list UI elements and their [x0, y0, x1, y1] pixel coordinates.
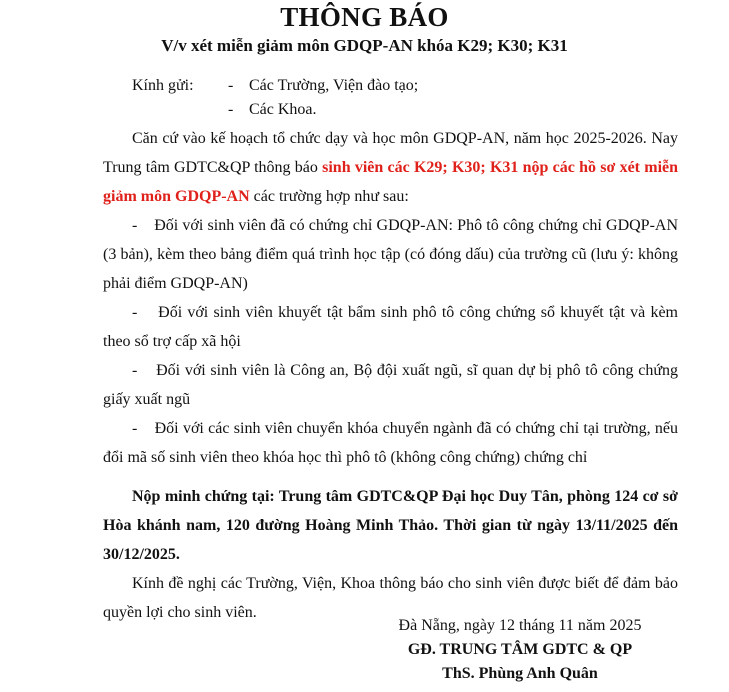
recipients-label: Kính gửi: — [132, 77, 194, 94]
case-item — [103, 298, 678, 356]
signature-block — [370, 614, 670, 686]
signer-position: GĐ. TRUNG TÂM GDTC & QP — [407, 641, 633, 658]
recipients-block — [132, 74, 418, 122]
case-item — [103, 356, 678, 414]
case-dash: - — [132, 217, 138, 234]
submission-paragraph: Nộp minh chứng tại: Trung tâm GDTC&QP Đại học Duy Tân, phòng 124 cơ sở Hòa khánh nam, 120 đường Hoàng Minh Thảo. Thời gian từ ngày 13/11/2025 đến 30/12/2025. — [103, 488, 678, 563]
case-text: Đối với các sinh viên chuyển khóa chuyển ngành đã có chứng chỉ tại trường, nếu đổi mã số sinh viên theo khóa học thì phô tô (không công chứng) chứng chỉ — [103, 420, 679, 466]
case-dash: - — [132, 304, 138, 321]
recipient-dash: - — [228, 77, 234, 94]
signer-name: ThS. Phùng Anh Quân — [442, 665, 598, 682]
case-dash: - — [132, 362, 138, 379]
intro-text-end: các trường hợp như sau: — [249, 188, 409, 205]
request-paragraph: Kính đề nghị các Trường, Viện, Khoa thông báo cho sinh viên được biết để đảm bảo quyền lợi cho sinh viên. — [103, 575, 678, 621]
intro-text: Căn cứ vào kế hoạch tổ chức dạy và học môn GDQP-AN, năm học 2025-2026. Nay Trung tâm GDTC&QP thông báo — [103, 130, 678, 176]
notice-title: THÔNG BÁO — [280, 2, 449, 32]
notice-body — [103, 124, 678, 627]
recipient-dash: - — [228, 101, 234, 118]
case-dash: - — [132, 420, 138, 437]
intro-paragraph — [103, 124, 678, 211]
place-date: Đà Nẵng, ngày 12 tháng 11 năm 2025 — [398, 617, 642, 634]
recipient-item: Các Khoa. — [249, 101, 317, 118]
case-item — [103, 414, 678, 472]
case-text: Đối với sinh viên đã có chứng chỉ GDQP-AN: Phô tô công chứng chỉ GDQP-AN (3 bản), kèm theo bảng điểm quá trình học tập (có đóng dấu) của trường cũ (lưu ý: không phải điểm GDQP-AN) — [103, 217, 679, 292]
case-text: Đối với sinh viên khuyết tật bẩm sinh phô tô công chứng sổ khuyết tật và kèm theo sổ trợ cấp xã hội — [103, 304, 678, 350]
notice-subtitle: V/v xét miễn giảm môn GDQP-AN khóa K29; K30; K31 — [161, 36, 568, 55]
recipient-row — [132, 98, 418, 122]
case-text: Đối với sinh viên là Công an, Bộ đội xuất ngũ, sĩ quan dự bị phô tô công chứng giấy xuất ngũ — [103, 362, 678, 408]
recipient-item: Các Trường, Viện đào tạo; — [249, 77, 419, 94]
recipients-label-spacer — [132, 98, 228, 122]
case-item — [103, 211, 678, 298]
recipient-row — [132, 74, 418, 98]
intro-highlight: sinh viên các K29; K30; K31 nộp các hồ sơ xét miễn giảm môn GDQP-AN — [103, 159, 679, 205]
